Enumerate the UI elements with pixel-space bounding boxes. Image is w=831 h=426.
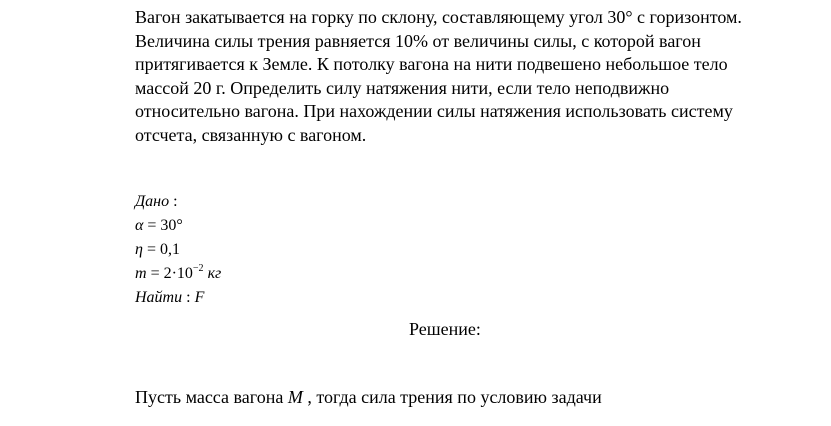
mass-value: = 2·10 bbox=[146, 265, 193, 282]
given-label-colon: : bbox=[169, 193, 178, 210]
given-alpha-row bbox=[135, 214, 221, 238]
mass-symbol: m bbox=[135, 265, 147, 282]
find-label: Найти bbox=[135, 289, 183, 306]
mass-unit: кг bbox=[203, 265, 222, 282]
given-label-row bbox=[135, 190, 221, 214]
alpha-symbol: α bbox=[135, 217, 144, 234]
problem-statement: Вагон закатывается на горку по склону, составляющему угол 30° с горизонтом. Величина силы трения равняется 10% от величины силы, с которой вагон притягивается к Земле. К потолку вагона на нити подвешено небольшое тело массой 20 г. Определить силу натяжения нити, если тело неподвижно относительно вагона. При нахождении силы натяжения использовать систему отсчета, связанную с вагоном. bbox=[135, 7, 742, 145]
alpha-value: = 30° bbox=[143, 217, 183, 234]
find-row bbox=[135, 286, 221, 310]
find-symbol: F bbox=[194, 289, 205, 306]
mass-exponent: −2 bbox=[192, 263, 204, 274]
given-block bbox=[135, 190, 221, 310]
wagon-mass-symbol: M bbox=[287, 387, 303, 407]
solution-line-end: , тогда сила трения по условию задачи bbox=[302, 387, 602, 407]
given-eta-row bbox=[135, 238, 221, 262]
eta-symbol: η bbox=[135, 241, 143, 258]
eta-value: = 0,1 bbox=[142, 241, 180, 258]
solution-heading: Решение: bbox=[409, 319, 481, 339]
given-mass-row bbox=[135, 262, 221, 286]
find-colon: : bbox=[182, 289, 195, 306]
solution-first-line bbox=[135, 386, 602, 408]
given-label: Дано bbox=[135, 193, 170, 210]
solution-line-start: Пусть масса вагона bbox=[135, 387, 288, 407]
